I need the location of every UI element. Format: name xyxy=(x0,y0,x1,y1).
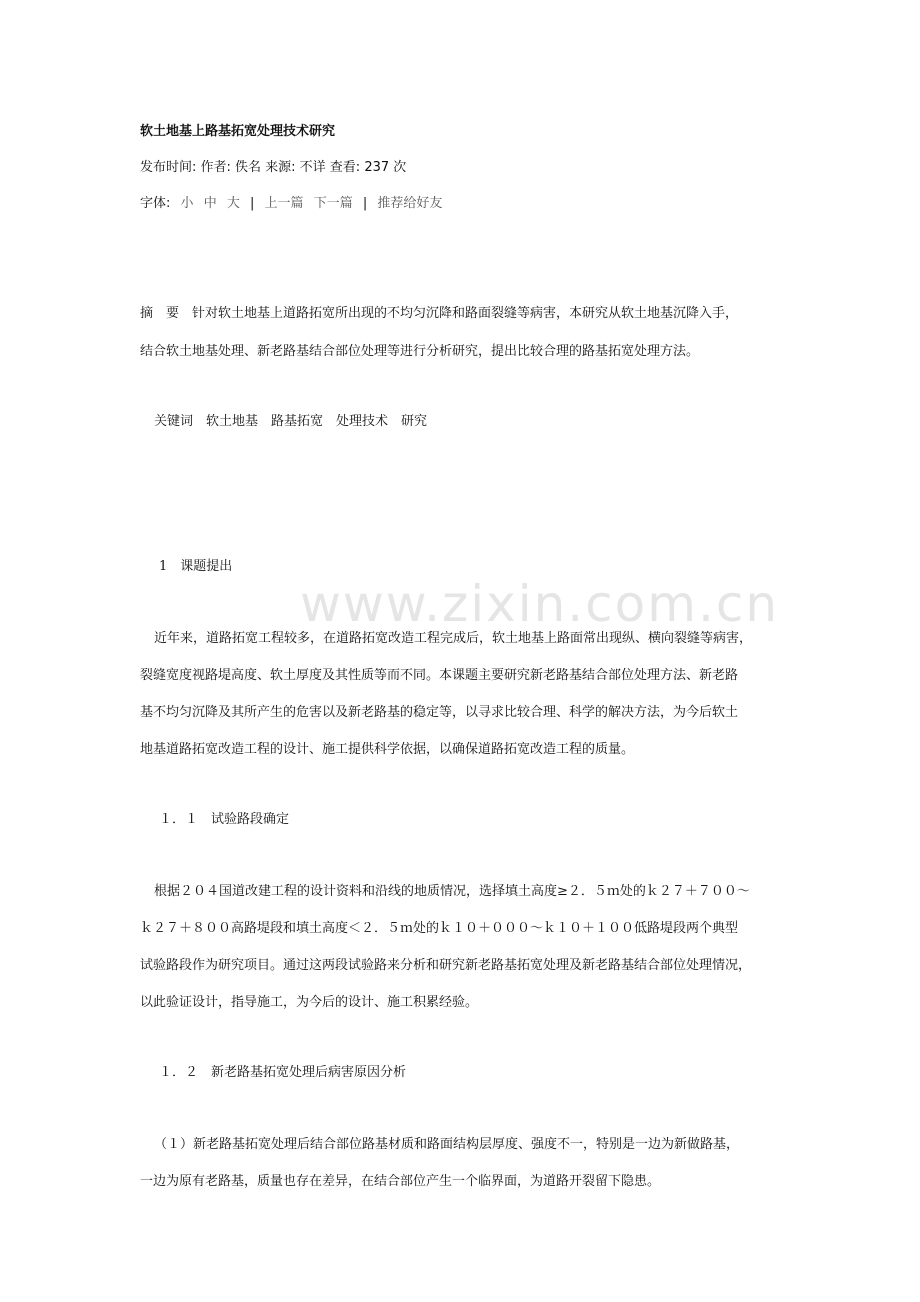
font-medium-link[interactable]: 中 xyxy=(203,196,217,211)
paragraph-line: 地基道路拓宽改造工程的设计、施工提供科学依据，以确保道路拓宽改造工程的质量。 xyxy=(140,742,635,757)
paragraph-line: 基不均匀沉降及其所产生的危害以及新老路基的稳定等，以寻求比较合理、科学的解决方法，为今后软土 xyxy=(140,705,739,720)
keywords: 关键词 软土地基 路基拓宽 处理技术 研究 xyxy=(154,414,428,429)
separator: | xyxy=(250,196,255,211)
article-title: 软土地基上路基拓宽处理技术研究 xyxy=(140,124,336,139)
recommend-link[interactable]: 推荐给好友 xyxy=(377,196,443,211)
paragraph-line: 近年来，道路拓宽工程较多，在道路拓宽改造工程完成后，软土地基上路面常出现纵、横向裂缝等病害， xyxy=(154,631,753,646)
paragraph-line: ｋ２７＋８００高路堤段和填土高度＜２．５ｍ处的ｋ１０＋０００～ｋ１０＋１００低路堤段两个典型 xyxy=(140,921,739,936)
font-label: 字体: xyxy=(140,196,171,211)
paragraph-line: （１）新老路基拓宽处理后结合部位路基材质和路面结构层厚度、强度不一，特别是一边为新做路基， xyxy=(154,1137,740,1152)
next-article-link[interactable]: 下一篇 xyxy=(313,196,353,211)
paragraph-line: 以此验证设计，指导施工，为今后的设计、施工积累经验。 xyxy=(140,995,479,1010)
paragraph-line: 一边为原有老路基，质量也存在差异，在结合部位产生一个临界面，为道路开裂留下隐患。 xyxy=(140,1174,661,1189)
font-small-link[interactable]: 小 xyxy=(180,196,194,211)
abstract-line: 结合软土地基处理、新老路基结合部位处理等进行分析研究，提出比较合理的路基拓宽处理方法。 xyxy=(140,344,700,359)
abstract-line: 摘 要 针对软土地基上道路拓宽所出现的不均匀沉降和路面裂缝等病害，本研究从软土地基沉降入手， xyxy=(140,306,739,321)
section-heading: １．２ 新老路基拓宽处理后病害原因分析 xyxy=(159,1065,407,1080)
paragraph-line: 试验路段作为研究项目。通过这两段试验路来分析和研究新老路基拓宽处理及新老路基结合部位处理情况， xyxy=(140,958,752,973)
watermark: www.zixin.com.cn xyxy=(300,575,780,633)
prev-article-link[interactable]: 上一篇 xyxy=(264,196,304,211)
section-heading: １．１ 试验路段确定 xyxy=(159,812,290,827)
font-large-link[interactable]: 大 xyxy=(226,196,240,211)
section-heading: 1 课题提出 xyxy=(159,559,233,574)
separator: | xyxy=(362,196,368,211)
font-toolbar xyxy=(140,192,780,211)
paragraph-line: 裂缝宽度视路堤高度、软土厚度及其性质等而不同。本课题主要研究新老路基结合部位处理方法、新老路 xyxy=(140,668,739,683)
paragraph-line: 根据２０４国道改建工程的设计资料和沿线的地质情况，选择填土高度≥２．５ｍ处的ｋ２７＋７００～ xyxy=(154,884,750,899)
article-meta: 发布时间: 作者: 佚名 来源: 不详 查看: 237 次 xyxy=(140,160,407,175)
